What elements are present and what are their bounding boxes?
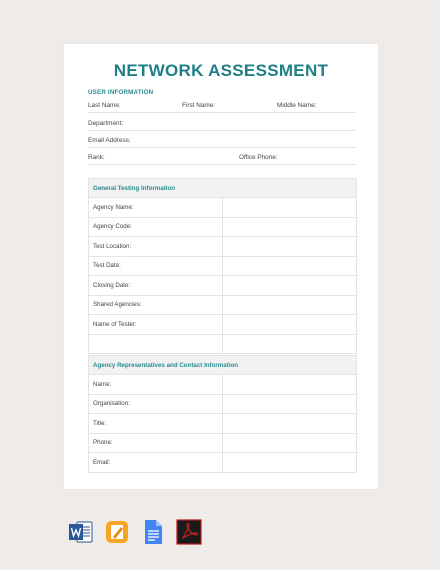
email-row — [88, 137, 356, 148]
table-cell-value — [223, 276, 357, 296]
last-name-label: Last Name: — [88, 102, 121, 109]
table-row-label: Organisation: — [89, 394, 223, 414]
first-name-label: First Name: — [182, 102, 216, 109]
table-cell-value — [223, 334, 357, 354]
table-cell-value — [223, 295, 357, 315]
user-info-heading: USER INFORMATION — [88, 89, 154, 96]
agency-reps-heading: Agency Representatives and Contact Information — [89, 356, 357, 375]
table-row-label: Shared Agencies: — [89, 295, 223, 315]
table-cell-value — [223, 198, 357, 218]
table-cell-value — [223, 394, 357, 414]
table-row-label: Agency Code: — [89, 217, 223, 237]
table-cell-value — [223, 256, 357, 276]
table-row-label — [89, 334, 223, 354]
rank-row — [88, 154, 356, 165]
table-cell-value — [223, 433, 357, 453]
middle-name-label: Middle Name: — [277, 102, 317, 109]
email-label: Email Address: — [88, 137, 131, 144]
table-row-label: Phone: — [89, 433, 223, 453]
table-cell-value — [223, 237, 357, 257]
acrobat-icon[interactable] — [176, 519, 202, 545]
table-row-label: Name: — [89, 375, 223, 395]
table-cell-value — [223, 217, 357, 237]
name-row — [88, 102, 356, 113]
table-row-label: Title: — [89, 414, 223, 434]
document-page — [64, 44, 378, 489]
table-row-label: Email: — [89, 453, 223, 473]
table-cell-value — [223, 453, 357, 473]
table-row-label: Test Location: — [89, 237, 223, 257]
google-docs-icon[interactable] — [140, 519, 166, 545]
testing-info-heading: General Testing Information — [89, 179, 357, 198]
table-row-label: Name of Tester: — [89, 315, 223, 335]
document-title: NETWORK ASSESSMENT — [113, 61, 329, 80]
table-row-label: Agency Name: — [89, 198, 223, 218]
department-row — [88, 120, 356, 131]
table-cell-value — [223, 414, 357, 434]
table-cell-value — [223, 315, 357, 335]
table-row-label: Test Date: — [89, 256, 223, 276]
department-label: Department: — [88, 120, 124, 127]
agency-reps-table — [88, 355, 357, 473]
office-phone-label: Office Phone: — [239, 154, 278, 161]
table-cell-value — [223, 375, 357, 395]
table-row-label: Closing Date: — [89, 276, 223, 296]
app-icon-bar — [68, 519, 202, 546]
pages-icon[interactable] — [104, 519, 130, 545]
testing-info-table — [88, 178, 357, 354]
rank-label: Rank: — [88, 154, 105, 161]
word-icon[interactable] — [68, 519, 94, 545]
